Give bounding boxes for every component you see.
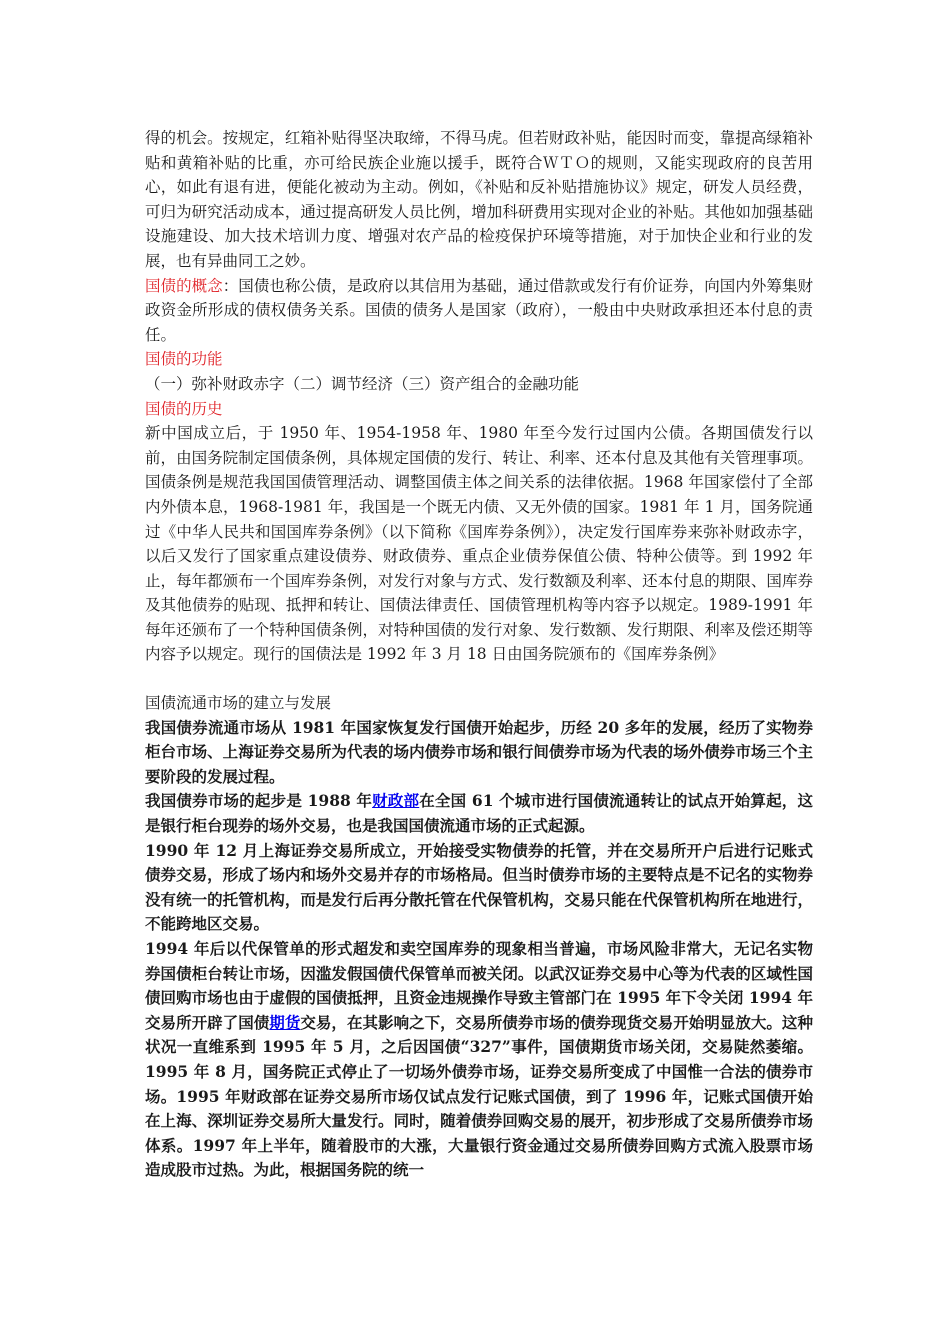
ministry-of-finance-link[interactable]: 财政部 — [372, 791, 420, 811]
futures-link[interactable]: 期货 — [269, 1012, 301, 1032]
concept-label: 国债的概念 — [145, 276, 223, 295]
market-paragraph-4-pre: 1994 年后以代保管单的形式超发和卖空国库券的现象相当普遍，市场风险非常大，无记名实物券国债柜台转让市场，因滥发假国债代保管单而被关闭。以武汉证券交易中心等为代表的区域性国债回购市场也由于虚假的国债抵押，且资金违规操作导致主管部门在 1995 年下令关闭 1994 年交易所开辟了国债 — [145, 939, 813, 1032]
function-heading: 国债的功能 — [145, 350, 223, 369]
market-paragraph-3: 1990 年 12 月上海证券交易所成立，开始接受实物债券的托管，并在交易所开户后进行记账式债券交易，形成了场内和场外交易并存的市场格局。但当时债券市场的主要特点是不记名的实物券没有统一的托管机构，而是发行后再分散托管在代保管机构，交易只能在代保管机构所在地进行，不能跨地区交易。 — [145, 840, 813, 934]
function-text: （一）弥补财政赤字（二）调节经济（三）资产组合的金融功能 — [145, 374, 580, 393]
history-paragraph: 新中国成立后，于 1950 年、1954-1958 年、1980 年至今发行过国内公债。各期国债发行以前，由国务院制定国债条例，具体规定国债的发行、转让、利率、还本付息及其他有关管理事项。国债条例是规范我国国债管理活动、调整国债主体之间关系的法律依据。1968 年国家偿付了全部内外债本息，1968-1981 年，我国是一个既无内债、又无外债的国家。1981 年 1 月，国务院通过《中华人民共和国国库券条例》（以下简称《国库券条例》），决定发行国库券来弥补财政赤字，以后又发行了国家重点建设债券、财政债券、重点企业债券保值公债、特种公债等。到 1992 年止，每年都颁布一个国库券条例，对发行对象与方式、发行数额及利率、还本付息的期限、国库券及其他债券的贴现、抵押和转让、国债法律责任、国债管理机构等内容予以规定。1989-1991 年每年还颁布了一个特种国债条例，对特种国债的发行对象、发行数额、发行期限、利率及偿还期等内容予以规定。现行的国债法是 1992 年 3 月 18 日由国务院颁布的《国库券条例》 — [145, 424, 813, 664]
market-heading: 国债流通市场的建立与发展 — [145, 694, 332, 713]
market-paragraph-2-pre: 我国债券市场的起步是 1988 年 — [145, 791, 373, 811]
document-page — [145, 126, 813, 1183]
paragraph-spacer — [145, 667, 813, 691]
history-heading: 国债的历史 — [145, 399, 223, 418]
market-paragraph-4-post: 交易，在其影响之下，交易所债券市场的债券现货交易开始明显放大。这种状况一直维系到 1995 年 5 月，之后因国债“327”事件，国债期货市场关闭，交易陡然萎缩。1995 年 8 月，国务院正式停止了一切场外债券市场，证券交易所变成了中国惟一合法的债券市场。1995 年财政部在证券交易所市场仅试点发行记账式国债，到了 1996 年，记账式国债开始在上海、深圳证券交易所大量发行。同时，随着债券回购交易的展开，初步形成了交易所债券市场体系。1997 年上半年，随着股市的大涨，大量银行资金通过交易所债券回购方式流入股票市场造成股市过热。为此，根据国务院的统一 — [145, 1012, 813, 1180]
concept-text: ：国债也称公债，是政府以其信用为基础，通过借款或发行有价证券，向国内外筹集财政资金所形成的债权债务关系。国债的债务人是国家（政府），一般由中央财政承担还本付息的责任。 — [145, 276, 813, 344]
market-paragraph-2-post: 在全国 61 个城市进行国债流通转让的试点开始算起，这是银行柜台现券的场外交易，也是我国国债流通市场的正式起源。 — [145, 791, 813, 836]
market-paragraph-4 — [145, 937, 813, 1183]
market-paragraph-1: 我国债券流通市场从 1981 年国家恢复发行国债开始起步，历经 20 多年的发展，经历了实物券柜台市场、上海证券交易所为代表的场内债券市场和银行间债券市场为代表的场外债券市场三个主要阶段的发展过程。 — [145, 717, 813, 786]
concept-paragraph — [145, 274, 813, 348]
subsidy-paragraph: 得的机会。按规定，红箱补贴得坚决取缔，不得马虎。但若财政补贴，能因时而变，靠提高绿箱补贴和黄箱补贴的比重，亦可给民族企业施以援手，既符合ＷＴＯ的规则，又能实现政府的良苦用心，如此有退有进，便能化被动为主动。例如，《补贴和反补贴措施协议》规定，研发人员经费，可归为研究活动成本，通过提高研发人员比例，增加科研费用实现对企业的补贴。其他如加强基础设施建设、加大技术培训力度、增强对农产品的检疫保护环境等措施，对于加快企业和行业的发展，也有异曲同工之妙。 — [145, 129, 813, 270]
market-paragraph-2 — [145, 789, 813, 838]
